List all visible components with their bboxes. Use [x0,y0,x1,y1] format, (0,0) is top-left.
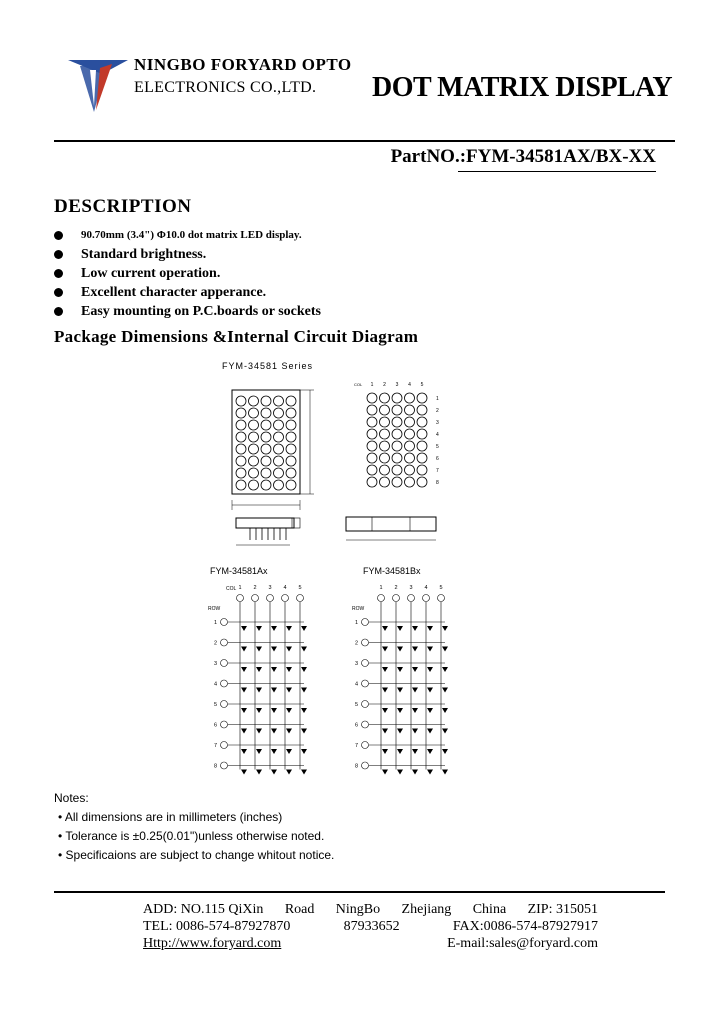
pin-node [362,721,369,728]
row-number: 6 [436,456,439,462]
led-diode-icon [427,626,433,631]
led-dot [286,408,296,418]
led-dot [405,477,415,487]
led-diode-icon [286,688,292,693]
pin-node [362,660,369,667]
led-diode-icon [301,626,307,631]
pin-node [362,639,369,646]
led-dot [367,405,377,415]
website-link[interactable]: Http://www.foryard.com [143,936,282,951]
led-diode-icon [286,729,292,734]
led-diode-icon [271,667,277,672]
led-diode-icon [286,770,292,775]
led-dot [380,465,390,475]
led-diode-icon [301,667,307,672]
led-dot [274,432,284,442]
pin-node [221,619,228,626]
bullet-icon [54,269,63,278]
led-dot [380,393,390,403]
led-diode-icon [382,647,388,652]
pin-node [297,595,304,602]
pin-node [221,721,228,728]
led-dot [274,456,284,466]
led-diode-icon [442,647,448,652]
row-number: 8 [436,480,439,486]
front-view-dots [236,396,296,490]
led-dot [249,468,259,478]
circuit-diagram-b [355,585,448,775]
led-dot [405,429,415,439]
notes-block [54,789,334,865]
row-number: 2 [214,640,218,647]
led-diode-icon [427,647,433,652]
led-diode-icon [412,688,418,693]
led-diode-icon [301,749,307,754]
led-diode-icon [301,647,307,652]
led-diode-icon [271,749,277,754]
diagram-b-label: FYM-34581Bx [363,566,421,576]
led-dot [236,396,246,406]
row-number: 6 [214,722,218,729]
col-number: 4 [283,585,287,591]
series-label: FYM-34581 Series [222,361,314,371]
description-list [54,226,321,321]
footer-tel: TEL: 0086-574-87927870 [143,919,291,934]
pin-node [221,742,228,749]
led-diode-icon [286,667,292,672]
pin-node [252,595,259,602]
led-dot [392,477,402,487]
led-dot [261,396,271,406]
col-number: 5 [439,585,443,591]
pin-row [250,528,286,540]
footer-country: China [472,902,507,917]
led-diode-icon [442,729,448,734]
led-diode-icon [412,749,418,754]
led-dot [367,465,377,475]
col-number: 5 [298,585,302,591]
circuit-a-col-label: COL [226,586,237,592]
led-dot [249,432,259,442]
led-dot [367,393,377,403]
led-diode-icon [397,770,403,775]
footer-email[interactable]: E-mail:sales@foryard.com [447,936,598,951]
list-item: Easy mounting on P.C.boards or sockets [54,302,321,321]
led-diode-icon [412,708,418,713]
led-dot [236,480,246,490]
part-number: PartNO.:FYM-34581AX/BX-XX [390,146,656,167]
led-dot [236,408,246,418]
row-number: 7 [214,743,218,749]
led-diode-icon [442,749,448,754]
circuit-a-row-label: ROW [208,606,221,612]
led-dot [392,393,402,403]
led-dot [417,393,427,403]
row-number: 8 [214,763,218,770]
led-diode-icon [412,667,418,672]
led-dot [274,480,284,490]
package-heading: Package Dimensions &Internal Circuit Diagram [54,327,419,346]
led-dot [417,465,427,475]
row-number: 3 [355,661,359,667]
led-dot [249,408,259,418]
led-diode-icon [271,770,277,775]
led-diode-icon [256,770,262,775]
pin-node [267,595,274,602]
diagram-a-label: FYM-34581Ax [210,566,268,576]
led-diode-icon [427,729,433,734]
led-diode-icon [256,708,262,713]
led-diode-icon [382,749,388,754]
pin-node [221,701,228,708]
led-diode-icon [286,626,292,631]
company-name-line2: ELECTRONICS CO.,LTD. [134,79,317,96]
led-dot [249,420,259,430]
led-diode-icon [412,647,418,652]
pin-node [282,595,289,602]
led-dot [367,441,377,451]
pin-node [221,660,228,667]
led-diode-icon [382,729,388,734]
led-diode-icon [241,667,247,672]
led-diode-icon [241,647,247,652]
circuit-diagram-a [214,585,307,775]
footer-address: ADD: NO.115 QiXin [143,902,264,917]
led-dot [417,417,427,427]
row-number: 5 [355,702,359,708]
led-dot [236,420,246,430]
document-title: DOT MATRIX DISPLAY [372,72,673,103]
bottom-view-outline [236,518,294,528]
led-diode-icon [397,647,403,652]
led-dot [249,444,259,454]
led-diode-icon [256,729,262,734]
company-logo [66,56,130,114]
led-diode-icon [256,667,262,672]
list-item: Standard brightness. [54,245,321,264]
led-dot [380,417,390,427]
led-diode-icon [271,729,277,734]
led-diode-icon [241,749,247,754]
col-number: 3 [409,585,413,591]
led-diode-icon [271,688,277,693]
led-dot [405,405,415,415]
led-diode-icon [397,749,403,754]
led-diode-icon [301,770,307,775]
led-dot [417,441,427,451]
led-dot [417,453,427,463]
note-item: • Tolerance is ±0.25(0.01")unless otherwise noted. [58,829,325,843]
pin-node [221,639,228,646]
led-diode-icon [301,729,307,734]
led-diode-icon [286,749,292,754]
col-number: 2 [383,382,386,388]
led-dot [405,453,415,463]
row-number: 4 [355,681,359,688]
led-dot [392,405,402,415]
led-diode-icon [442,708,448,713]
led-dot [286,420,296,430]
led-dot [367,453,377,463]
led-dot [274,420,284,430]
led-diode-icon [427,667,433,672]
bullet-icon [54,250,63,259]
led-diode-icon [256,647,262,652]
bullet-icon [54,231,63,240]
led-diode-icon [241,708,247,713]
row-number: 1 [214,620,218,626]
footer-road: Road [284,902,315,917]
row-number: 1 [436,396,439,402]
led-dot [380,477,390,487]
row-number: 5 [436,444,439,450]
pin-node [423,595,430,602]
led-diode-icon [427,708,433,713]
led-diode-icon [256,688,262,693]
led-diode-icon [442,626,448,631]
led-dot [261,432,271,442]
led-dot [405,465,415,475]
led-dot [367,417,377,427]
row-number: 5 [214,702,218,708]
package-diagram [0,350,720,780]
led-dot [417,477,427,487]
led-diode-icon [256,749,262,754]
led-dot [392,441,402,451]
row-number: 8 [355,763,359,770]
led-diode-icon [301,708,307,713]
led-dot [380,441,390,451]
footer-city: NingBo [335,902,381,917]
led-dot [236,456,246,466]
pin-node [362,742,369,749]
led-dot [261,420,271,430]
footer-zip: ZIP: 315051 [527,902,598,917]
led-diode-icon [301,688,307,693]
led-diode-icon [271,647,277,652]
led-dot [392,465,402,475]
pin-node [221,762,228,769]
pin-map-dots [367,382,439,487]
pin-node [221,680,228,687]
led-diode-icon [241,688,247,693]
col-number: 1 [379,585,383,591]
pin-node [362,701,369,708]
pin-node [237,595,244,602]
note-item: • Specificaions are subject to change whitout notice. [58,848,335,862]
col-number: 4 [424,585,428,591]
led-diode-icon [412,770,418,775]
led-diode-icon [256,626,262,631]
note-item: • All dimensions are in millimeters (inches) [58,810,283,824]
led-diode-icon [397,667,403,672]
pinmap-col-label: COL [354,382,363,387]
notes-heading: Notes: [54,791,89,805]
led-dot [405,417,415,427]
led-diode-icon [241,770,247,775]
led-dot [274,444,284,454]
row-number: 1 [355,620,359,626]
col-number: 5 [420,382,424,388]
led-dot [380,429,390,439]
circuit-b-row-label: ROW [352,606,365,612]
led-dot [286,456,296,466]
led-diode-icon [397,708,403,713]
led-diode-icon [397,626,403,631]
led-diode-icon [382,626,388,631]
col-number: 2 [253,585,257,591]
list-item: Excellent character apperance. [54,283,321,302]
led-dot [392,417,402,427]
col-number: 4 [408,382,411,388]
list-item: 90.70mm (3.4") Φ10.0 dot matrix LED display. [54,226,321,245]
led-dot [405,441,415,451]
row-number: 2 [355,640,359,647]
led-dot [274,468,284,478]
company-name-line1: NINGBO FORYARD OPTO [134,55,352,74]
led-diode-icon [382,688,388,693]
led-diode-icon [427,770,433,775]
footer-fax: FAX:0086-574-87927917 [452,919,598,934]
led-dot [392,453,402,463]
led-diode-icon [271,708,277,713]
col-number: 1 [238,585,242,591]
led-dot [367,477,377,487]
led-diode-icon [382,667,388,672]
led-diode-icon [382,770,388,775]
led-diode-icon [442,688,448,693]
led-diode-icon [427,749,433,754]
led-dot [236,468,246,478]
side-view-outline [346,517,436,531]
pin-node [393,595,400,602]
led-dot [261,408,271,418]
led-dot [286,444,296,454]
led-dot [249,480,259,490]
led-diode-icon [286,647,292,652]
bullet-icon [54,307,63,316]
led-dot [380,405,390,415]
led-diode-icon [412,729,418,734]
led-diode-icon [397,688,403,693]
row-number: 6 [355,722,359,729]
led-dot [274,396,284,406]
led-diode-icon [412,626,418,631]
led-diode-icon [382,708,388,713]
row-number: 3 [436,420,439,426]
led-dot [417,429,427,439]
led-dot [249,396,259,406]
led-dot [286,432,296,442]
led-diode-icon [241,626,247,631]
description-heading: DESCRIPTION [54,196,192,217]
header-rule [54,140,675,142]
bullet-icon [54,288,63,297]
led-dot [236,432,246,442]
led-diode-icon [442,770,448,775]
footer-rule [54,891,665,893]
led-dot [261,480,271,490]
led-dot [236,444,246,454]
led-diode-icon [397,729,403,734]
led-dot [261,468,271,478]
led-diode-icon [241,729,247,734]
row-number: 7 [436,468,439,474]
led-dot [286,480,296,490]
pin-node [378,595,385,602]
pin-node [362,762,369,769]
led-dot [286,468,296,478]
row-number: 4 [214,681,218,688]
led-diode-icon [271,626,277,631]
led-dot [274,408,284,418]
led-dot [367,429,377,439]
col-number: 3 [395,382,399,388]
row-number: 7 [355,743,359,749]
led-dot [417,405,427,415]
led-diode-icon [442,667,448,672]
row-number: 4 [436,432,439,438]
row-number: 2 [436,408,439,414]
partno-underline [458,171,656,172]
led-dot [405,393,415,403]
led-diode-icon [286,708,292,713]
list-item: Low current operation. [54,264,321,283]
footer-tel2: 87933652 [343,919,400,934]
pin-node [438,595,445,602]
led-dot [392,429,402,439]
led-dot [380,453,390,463]
col-number: 1 [370,382,374,388]
pin-node [408,595,415,602]
row-number: 3 [214,661,218,667]
led-dot [286,396,296,406]
led-dot [249,456,259,466]
pin-node [362,680,369,687]
pin-node [362,619,369,626]
led-dot [261,456,271,466]
footer-province: Zhejiang [401,902,452,917]
led-dot [261,444,271,454]
col-number: 3 [268,585,272,591]
led-diode-icon [427,688,433,693]
col-number: 2 [394,585,398,591]
